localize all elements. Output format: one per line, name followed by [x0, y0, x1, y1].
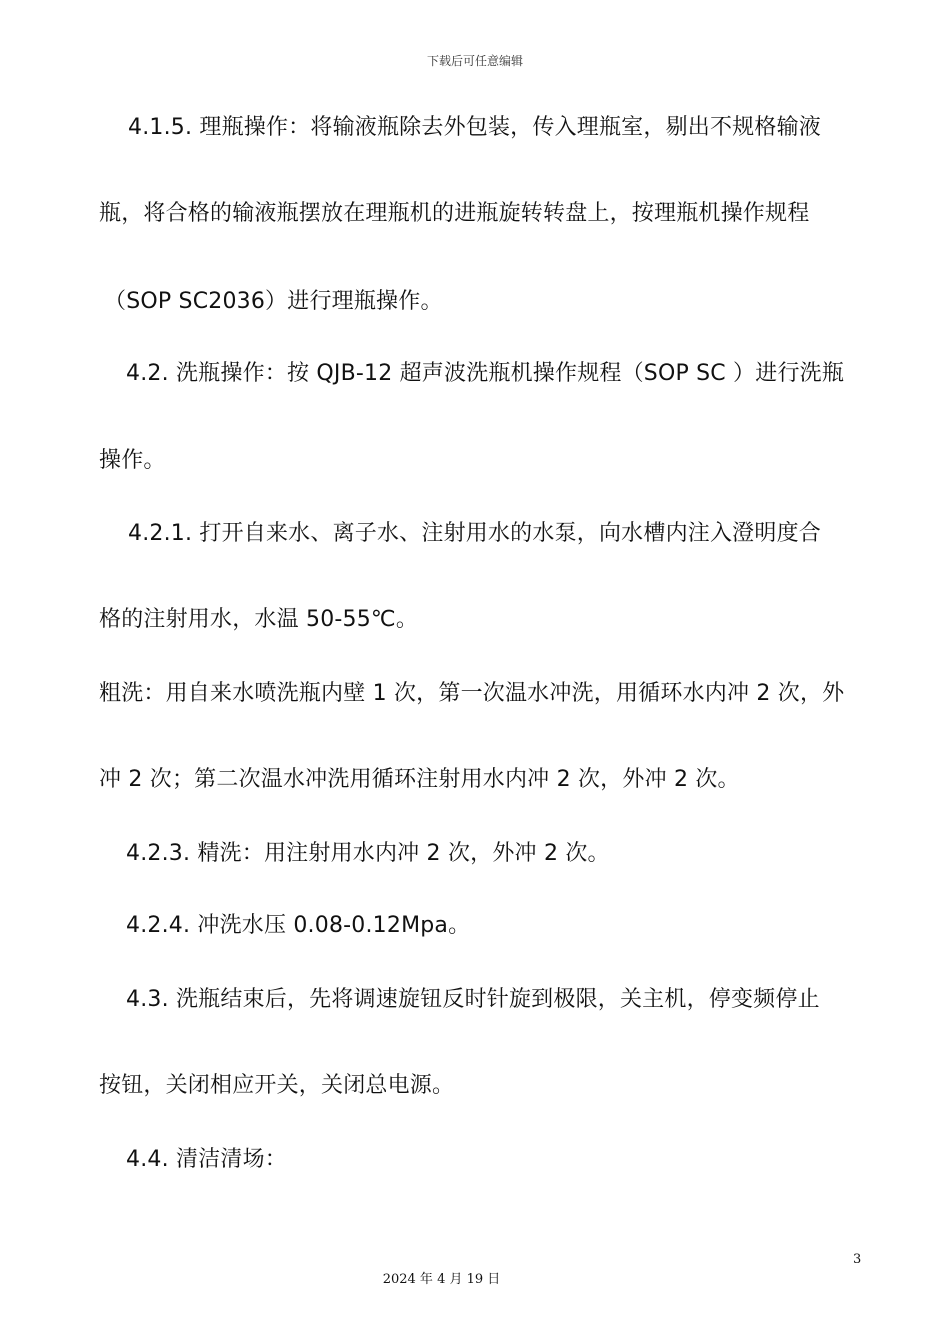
text-line: 格的注射用水，水温 50-55℃。	[99, 607, 419, 632]
text-line: 4.4. 清洁清场：	[126, 1147, 287, 1172]
page-number: 3	[853, 1252, 862, 1267]
text-line: 4.2. 洗瓶操作：按 QJB-12 超声波洗瓶机操作规程（SOP SC ）进行洗瓶	[126, 361, 845, 386]
text-line: （SOP SC2036）进行理瓶操作。	[104, 289, 443, 314]
page-header: 下载后可任意编辑	[426, 54, 523, 68]
text-line: 4.1.5. 理瓶操作：将输液瓶除去外包装，传入理瓶室，剔出不规格输液	[128, 115, 821, 140]
text-line: 按钮，关闭相应开关，关闭总电源。	[99, 1073, 455, 1098]
text-line: 粗洗：用自来水喷洗瓶内壁 1 次，第一次温水冲洗，用循环水内冲 2 次，外	[99, 681, 845, 706]
text-line: 4.2.3. 精洗：用注射用水内冲 2 次，外冲 2 次。	[126, 841, 610, 866]
text-line: 瓶，将合格的输液瓶摆放在理瓶机的进瓶旋转转盘上，按理瓶机操作规程	[99, 201, 810, 226]
text-line: 操作。	[99, 448, 166, 473]
text-line: 4.2.4. 冲洗水压 0.08-0.12Mpa。	[126, 913, 471, 938]
text-line: 4.2.1. 打开自来水、离子水、注射用水的水泵，向水槽内注入澄明度合	[128, 521, 821, 546]
text-line: 冲 2 次；第二次温水冲洗用循环注射用水内冲 2 次，外冲 2 次。	[99, 767, 740, 792]
text-line: 4.3. 洗瓶结束后，先将调速旋钮反时针旋到极限，关主机，停变频停止	[126, 987, 820, 1012]
footer-date: 2024 年 4 月 19 日	[382, 1272, 501, 1287]
